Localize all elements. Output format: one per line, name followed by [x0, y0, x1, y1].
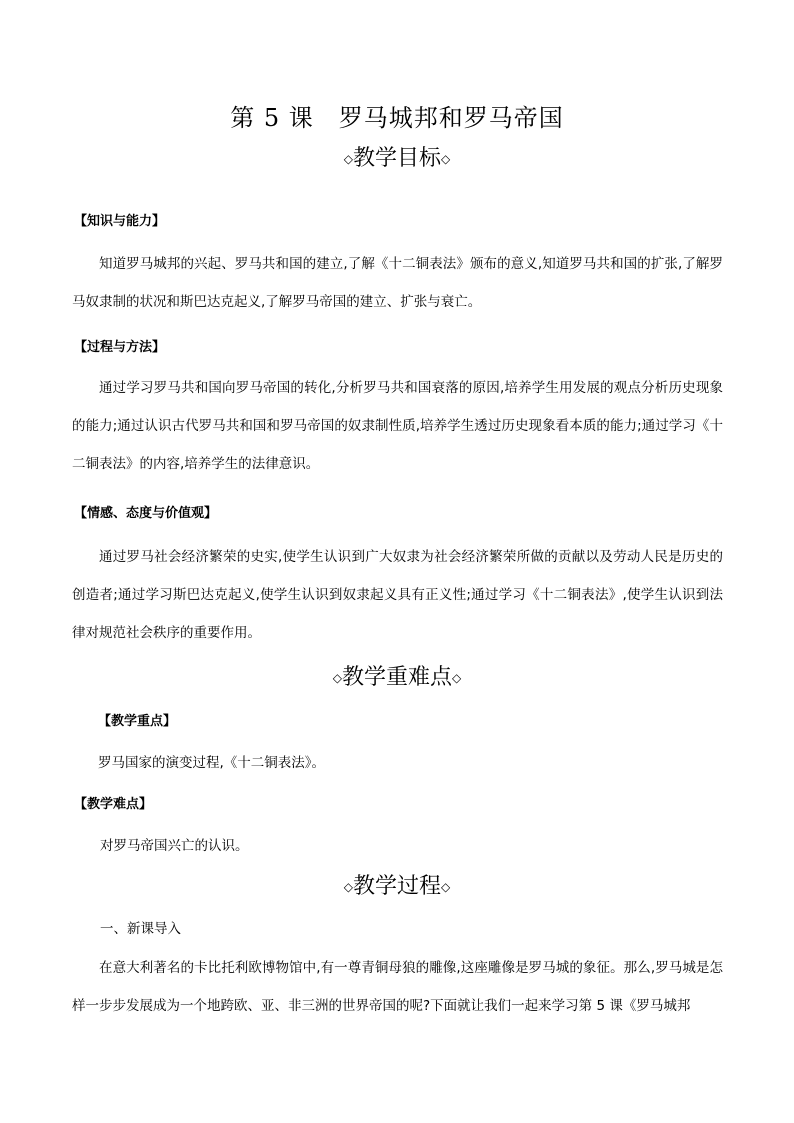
process-method-label: 【过程与方法】	[74, 340, 166, 355]
process-method-text: 通过学习罗马共和国向罗马帝国的转化,分析罗马共和国衰落的原因,培养学生用发展的观点分析历史现象的能力;通过认识古代罗马共和国和罗马帝国的奴隶制性质,培养学生透过历史现象看本质的能力;通过学习《十二铜表法》的内容,培养学生的法律意识。	[72, 380, 723, 472]
emotion-label: 【情感、态度与价值观】	[74, 506, 218, 521]
diamond-left-icon: ◇	[343, 880, 353, 894]
intro-heading: 一、新课导入	[100, 921, 181, 937]
difficult-label: 【教学难点】	[74, 797, 153, 812]
section-keypoints-label: 教学重难点	[341, 665, 452, 690]
emotion-text: 通过罗马社会经济繁荣的史实,使学生认识到广大奴隶为社会经济繁荣所做的贡献以及劳动人民是历史的创造者;通过学习斯巴达克起义,使学生认识到奴隶起义具有正义性;通过学习《十二铜表法》,使学生认识到法律对规范社会秩序的重要作用。	[72, 549, 723, 641]
knowledge-label: 【知识与能力】	[74, 214, 166, 229]
knowledge-text: 知道罗马城邦的兴起、罗马共和国的建立,了解《十二铜表法》颁布的意义,知道罗马共和国的扩张,了解罗马奴隶制的状况和斯巴达克起义,了解罗马帝国的建立、扩张与衰亡。	[72, 256, 723, 310]
section-process-label: 教学过程	[352, 874, 441, 899]
difficult-text: 对罗马帝国兴亡的认识。	[100, 838, 249, 854]
intro-text: 在意大利著名的卡比托利欧博物馆中,有一尊青铜母狼的雕像,这座雕像是罗马城的象征。那么,罗马城是怎样一步步发展成为一个地跨欧、亚、非三洲的世界帝国的呢?下面就让我们一起来学习第 5 课《罗马城邦	[72, 960, 723, 1014]
section-objectives-heading	[0, 142, 794, 176]
section-keypoints-heading	[0, 661, 794, 695]
diamond-right-icon: ◇	[441, 152, 451, 166]
important-label: 【教学重点】	[98, 714, 177, 729]
diamond-left-icon: ◇	[332, 671, 342, 685]
diamond-right-icon: ◇	[452, 671, 462, 685]
section-process-heading	[0, 870, 794, 904]
important-text: 罗马国家的演变过程,《十二铜表法》。	[98, 755, 326, 771]
diamond-left-icon: ◇	[343, 152, 353, 166]
diamond-right-icon: ◇	[441, 880, 451, 894]
section-objectives-label: 教学目标	[352, 146, 441, 171]
lesson-title: 第 5 课 罗马城邦和罗马帝国	[230, 104, 564, 132]
